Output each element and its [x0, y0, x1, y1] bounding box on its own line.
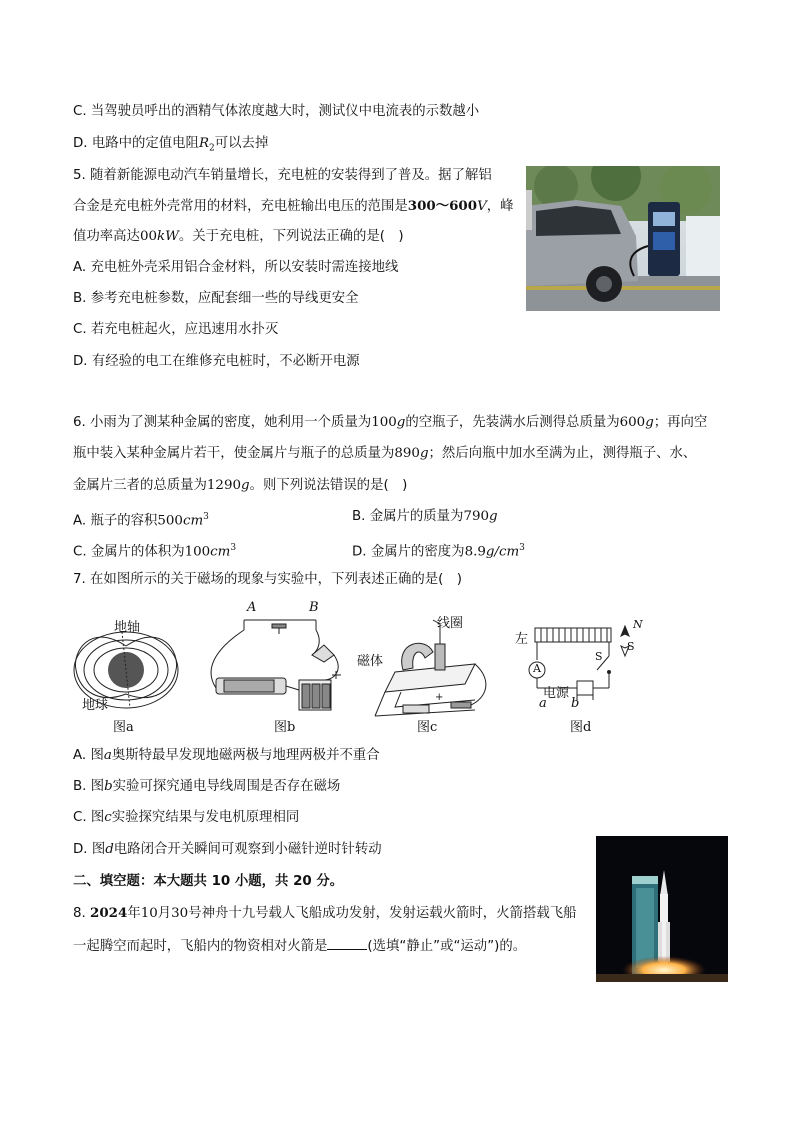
switch-label: S — [595, 650, 603, 663]
earth-label: 地球 — [82, 698, 109, 713]
q8-stem-line2: 一起腾空而起时，飞船内的物资相对火箭是 (选填“静止”或“运动”)的。 — [73, 935, 526, 957]
charging-pile-photo — [526, 166, 720, 311]
q4-option-c: C. 当驾驶员呼出的酒精气体浓度越大时，测试仪中电流表的示数越小 — [73, 104, 480, 119]
plus-terminal-label: + — [435, 692, 444, 703]
figure-d-caption: 图d — [570, 720, 592, 735]
figure-c-caption: 图c — [417, 720, 438, 735]
q7-option-c: C. 图c实验探究结果与发电机原理相同 — [73, 810, 300, 825]
point-a-label: A — [247, 600, 257, 615]
figure-a-caption: 图a — [113, 720, 134, 735]
q6-option-b: B. 金属片的质量为790g — [352, 509, 498, 524]
ammeter-label: A — [533, 662, 541, 675]
figure-c-magnet-coil — [355, 612, 495, 734]
terminal-a-label: a — [539, 696, 547, 711]
rocket-launch-photo — [596, 836, 728, 982]
q6-option-c: C. 金属片的体积为$100cm^3$ — [73, 543, 237, 560]
q5-option-d: D. 有经验的电工在维修充电桩时，不必断开电源 — [73, 354, 360, 369]
figure-b-circuit — [204, 600, 349, 734]
coil-label: 线圈 — [437, 616, 464, 631]
figure-b-caption: 图b — [274, 720, 296, 735]
q6-option-d: D. 金属片的密度为$8.9g/cm^3$ — [352, 543, 525, 560]
compass-s-label: S — [627, 640, 635, 653]
left-label: 左 — [515, 632, 529, 647]
earth-axis-label: 地轴 — [114, 620, 141, 635]
figure-a-earth-field — [70, 612, 188, 734]
section-two-heading: 二、填空题：本大题共 10 小题，共 20 分。 — [73, 874, 344, 889]
q5-option-b: B. 参考充电桩参数，应配套细一些的导线更安全 — [73, 291, 359, 306]
q6-stem-line1: 6. 小雨为了测某种金属的密度，她利用一个质量为100g的空瓶子，先装满水后测得总质量为600g；再向空 — [73, 415, 708, 430]
q7-option-b: B. 图b实验可探究通电导线周围是否存在磁场 — [73, 779, 341, 794]
magnet-label: 磁体 — [357, 654, 384, 669]
q6-stem-line2: 瓶中装入某种金属片若干，使金属片与瓶子的总质量为890g；然后向瓶中加水至满为止，测得瓶子、水、 — [73, 446, 697, 461]
q7-stem: 7. 在如图所示的关于磁场的现象与实验中，下列表述正确的是( ) — [73, 572, 463, 587]
q5-stem-line1: 5. 随着新能源电动汽车销量增长，充电桩的安装得到了普及。据了解铝 — [73, 168, 492, 183]
terminal-b-label: b — [571, 696, 580, 711]
q4-option-d: D. 电路中的定值电阻$R_2$可以去掉 — [73, 136, 269, 154]
q7-option-a: A. 图a奥斯特最早发现地磁两极与地理两极并不重合 — [73, 748, 380, 763]
point-b-label: B — [309, 600, 319, 615]
q5-option-c: C. 若充电桩起火，应迅速用水扑灭 — [73, 322, 279, 337]
q6-stem-line3: 金属片三者的总质量为1290g。则下列说法错误的是( ) — [73, 478, 408, 493]
figure-d-solenoid — [515, 616, 645, 734]
q5-option-a: A. 充电桩外壳采用铝合金材料，所以安装时需连接地线 — [73, 260, 399, 275]
compass-n-label: N — [633, 618, 643, 631]
q7-option-d: D. 图d电路闭合开关瞬间可观察到小磁针逆时针转动 — [73, 842, 382, 857]
q8-stem-line1: 8. 2024年10月30号神舟十九号载人飞船成功发射，发射运载火箭时，火箭搭载飞船 — [73, 905, 577, 921]
power-source-label: 电源 — [543, 686, 570, 701]
q5-stem-line2: 合金是充电桩外壳常用的材料，充电桩输出电压的范围是300～600V，峰 — [73, 198, 514, 214]
answer-blank[interactable] — [327, 935, 367, 950]
q6-option-a: A. 瓶子的容积$500cm^3$ — [73, 512, 209, 529]
q5-stem-line3: 值功率高达00kW。关于充电桩，下列说法正确的是( ) — [73, 229, 404, 244]
